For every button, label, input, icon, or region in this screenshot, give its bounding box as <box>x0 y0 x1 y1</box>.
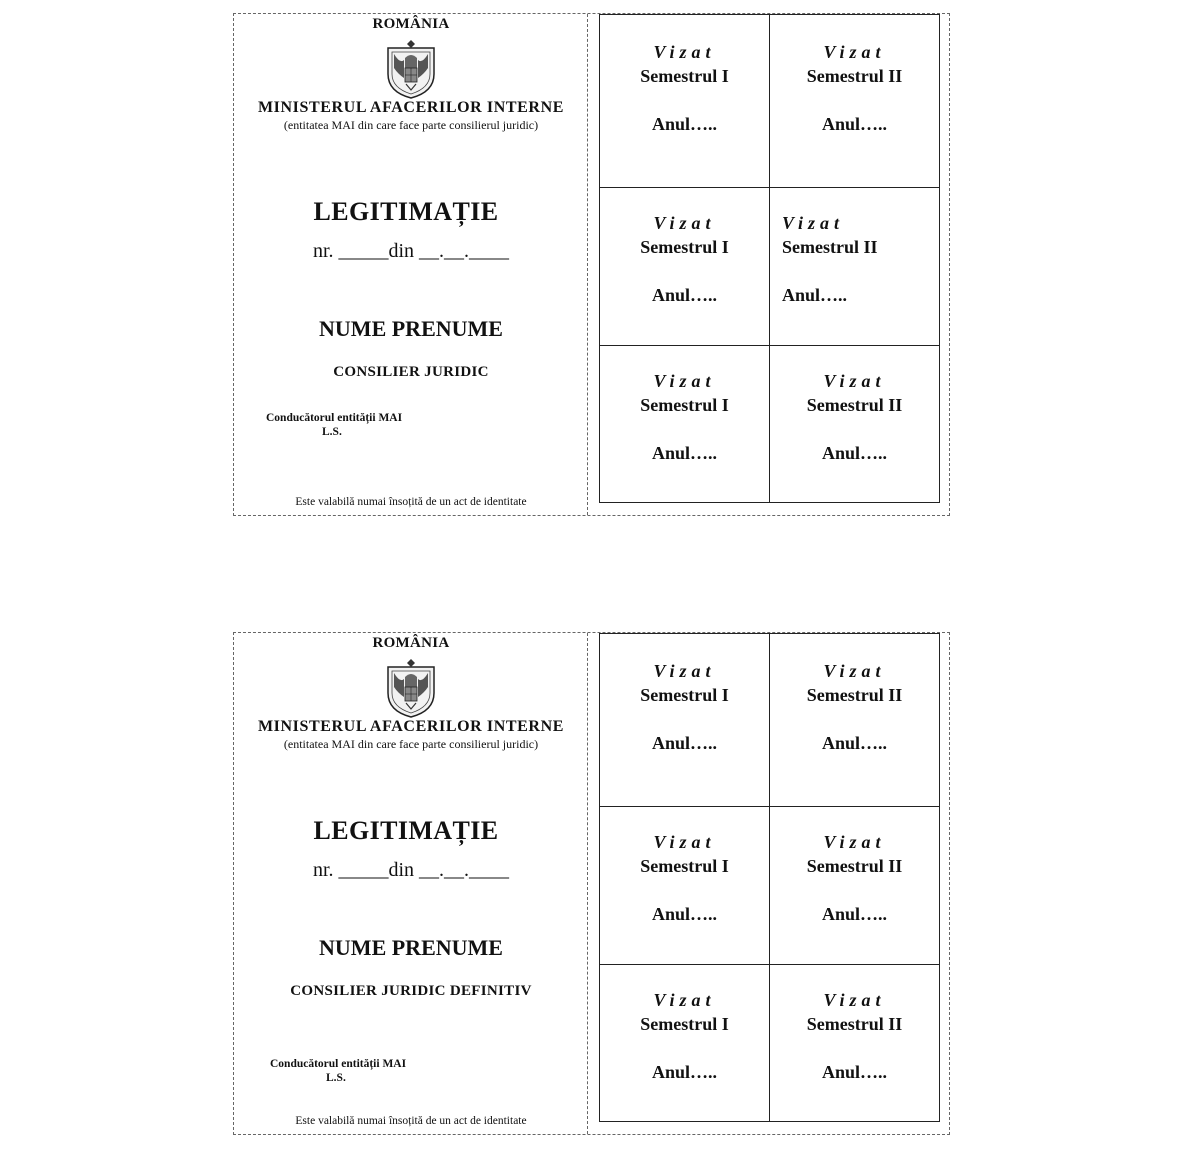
signature-block <box>270 1057 406 1085</box>
card-front-panel <box>234 14 588 515</box>
visa-semester: Semestrul II <box>806 856 903 876</box>
visa-semester: Semestrul II <box>806 66 903 86</box>
document-number-line: nr. _____din __.__.____ <box>312 859 510 881</box>
document-title: LEGITIMAȚIE <box>313 816 499 845</box>
visa-cell <box>600 188 769 345</box>
visa-label: Vizat <box>823 661 886 681</box>
entity-note: (entitatea MAI din care face parte consilierul juridic) <box>283 118 539 132</box>
country-name: ROMÂNIA <box>372 16 450 32</box>
signer-title: Conducătorul entității MAI <box>270 1058 407 1070</box>
visa-label: Vizat <box>823 990 886 1010</box>
visa-label: Vizat <box>653 661 716 681</box>
visa-cell <box>600 807 769 964</box>
visa-semester: Semestrul I <box>640 237 729 257</box>
card-front-panel <box>234 633 588 1134</box>
visa-semester: Semestrul I <box>640 66 729 86</box>
visa-label: Vizat <box>653 832 716 852</box>
visa-label: Vizat <box>823 832 886 852</box>
visa-cell <box>770 634 939 806</box>
visa-cell <box>600 15 769 187</box>
country-name: ROMÂNIA <box>372 635 450 651</box>
ministry-name: MINISTERUL AFACERILOR INTERNE <box>257 718 565 735</box>
document-number-line: nr. _____din __.__.____ <box>312 240 510 262</box>
visa-semester: Semestrul I <box>640 1014 729 1034</box>
visa-year: Anul….. <box>821 443 888 463</box>
visa-year: Anul….. <box>651 114 718 134</box>
visa-year: Anul….. <box>782 285 848 305</box>
visa-semester: Semestrul I <box>640 395 729 415</box>
visa-semester: Semestrul II <box>806 395 903 415</box>
signer-title: Conducătorul entității MAI <box>266 412 403 424</box>
visa-year: Anul….. <box>821 904 888 924</box>
visa-year: Anul….. <box>821 1062 888 1082</box>
visa-semester: Semestrul II <box>806 1014 903 1034</box>
visa-cell <box>600 634 769 806</box>
visa-label: Vizat <box>823 371 886 391</box>
visa-year: Anul….. <box>651 1062 718 1082</box>
visa-label: Vizat <box>653 371 716 391</box>
id-card-template-2 <box>233 632 950 1135</box>
visa-semester: Semestrul II <box>806 685 903 705</box>
visa-label: Vizat <box>653 213 716 233</box>
holder-position: CONSILIER JURIDIC <box>333 364 489 380</box>
visa-grid <box>599 633 940 1122</box>
document-title: LEGITIMAȚIE <box>313 197 499 226</box>
visa-semester: Semestrul II <box>782 237 878 257</box>
visa-cell <box>770 807 939 964</box>
seal-mark: L.S. <box>326 1072 346 1084</box>
signature-block <box>266 411 402 439</box>
holder-position: CONSILIER JURIDIC DEFINITIV <box>290 983 532 999</box>
visa-label: Vizat <box>782 213 845 233</box>
visa-year: Anul….. <box>821 733 888 753</box>
visa-year: Anul….. <box>651 904 718 924</box>
visa-year: Anul….. <box>821 114 888 134</box>
visa-semester: Semestrul I <box>640 856 729 876</box>
visa-year: Anul….. <box>651 443 718 463</box>
holder-name: NUME PRENUME <box>319 316 503 341</box>
entity-note: (entitatea MAI din care face parte consilierul juridic) <box>283 737 539 751</box>
coat-of-arms-icon <box>384 34 438 100</box>
visa-cell <box>770 346 939 503</box>
visa-grid <box>599 14 940 503</box>
visa-label: Vizat <box>823 42 886 62</box>
holder-name: NUME PRENUME <box>319 935 503 960</box>
visa-cell <box>770 188 939 345</box>
id-card-template-1 <box>233 13 950 516</box>
visa-cell <box>770 965 939 1122</box>
visa-cell <box>770 15 939 187</box>
visa-semester: Semestrul I <box>640 685 729 705</box>
visa-cell <box>600 965 769 1122</box>
visa-cell <box>600 346 769 503</box>
ministry-name: MINISTERUL AFACERILOR INTERNE <box>257 99 565 116</box>
seal-mark: L.S. <box>322 426 342 438</box>
visa-year: Anul….. <box>651 285 718 305</box>
visa-label: Vizat <box>653 990 716 1010</box>
coat-of-arms-icon <box>384 653 438 719</box>
validity-note: Este valabilă numai însoțită de un act de identitate <box>295 496 527 508</box>
validity-note: Este valabilă numai însoțită de un act de identitate <box>295 1115 527 1127</box>
visa-year: Anul….. <box>651 733 718 753</box>
visa-label: Vizat <box>653 42 716 62</box>
